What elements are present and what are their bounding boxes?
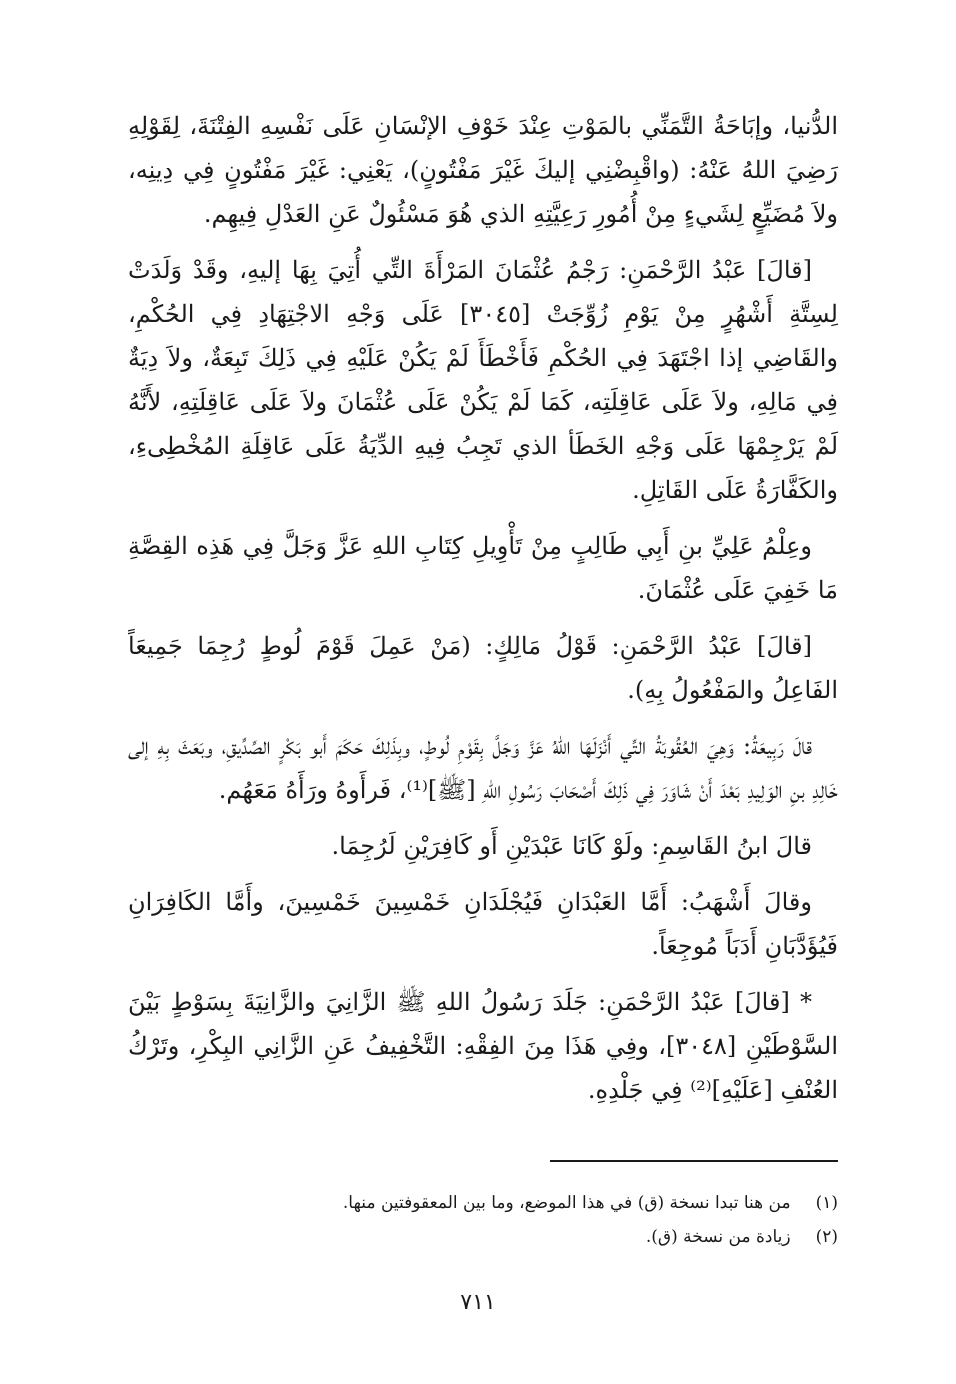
footnote-2	[128, 1220, 838, 1254]
footnote-text: زيادة من نسخة (ق).	[645, 1227, 791, 1247]
paragraph-7: وقالَ أَشْهَبُ: أَمَّا العَبْدَانِ فَيُجْلَدَانِ خَمْسِينَ خَمْسِينَ، وأَمَّا الكَافِرَانِ فَيُؤَدَّبَانِ أَدَبَاً مُوجِعَاً.	[128, 888, 838, 960]
page-number: ٧١١	[460, 1290, 496, 1315]
footnote-1	[128, 1186, 838, 1220]
footnotes	[128, 1186, 838, 1254]
footnote-divider	[550, 1160, 838, 1162]
paragraph-2: [قالَ] عَبْدُ الرَّحْمَنِ: رَجْمُ عُثْمَانَ المَرْأَةَ التِّي أُتِيَ بِهَا إليهِ، وقَدْ وَلَدَتْ لِسِتَّةِ أَشْهُرٍ مِنْ يَوْمِ زُوِّجَتْ [٣٠٤٥] عَلَى وَجْهِ الاجْتِهَادِ فِي الحُكْمِ، والقَاضِي إذا اجْتَهَدَ فِي الحُكْمِ فَأَخْطَأَ لَمْ يَكُنْ عَلَيْهِ فِي ذَلِكَ تَبِعَةٌ، ولاَ دِيَةٌ فِي مَالِهِ، ولاَ عَلَى عَاقِلَتِه، كَمَا لَمْ يَكُنْ عَلَى عُثْمَانَ ولاَ عَلَى عَاقِلَتِهِ، لأَنَّهُ لَمْ يَرْجِمْهَا عَلَى وَجْهِ الخَطَأ الذي تَجِبُ فِيهِ الدِّيَةُ عَلَى عَاقِلَةِ المُخْطِىءِ، والكَفَّارَةُ عَلَى القَاتِلِ.	[128, 256, 839, 504]
main-text	[128, 104, 838, 1124]
paragraph-6: قالَ ابنُ القَاسِمِ: ولَوْ كَانَا عَبْدَيْنِ أَو كَافِرَيْنِ لَرُجِمَا.	[331, 832, 812, 860]
paragraph-4: [قالَ] عَبْدُ الرَّحْمَنِ: قَوْلُ مَالِكٍ: (مَنْ عَمِلَ قَوْمَ لُوطٍ رُجِمَا جَمِيعَاً الفَاعِلُ والمَفْعُولُ بِهِ).	[128, 632, 838, 704]
footnote-text: من هنا تبدا نسخة (ق) في هذا الموضع، وما بين المعقوفتين منها.	[342, 1193, 791, 1213]
paragraph-1: الدُّنيا، وإبَاحَةُ التَّمَنِّي بالمَوْتِ عِنْدَ خَوْفِ الإنْسَانِ عَلَى نَفْسِهِ الفِتْنَةَ، لِقَوْلِهِ رَضِيَ اللهُ عَنْهُ: (واقْبِضْنِي إليكَ غَيْرَ مَفْتُونٍ)، يَعْنِي: غَيْرَ مَفْتُونٍ فِي دِينِه، ولاَ مُضَيِّعٍ لِشَيءٍ مِنْ أُمُورِ رَعِيَّتِهِ الذي هُوَ مَسْئُولٌ عَنِ العَدْلِ فِيهِم.	[128, 112, 838, 228]
paragraph-3: وعِلْمُ عَلِيِّ بنِ أَبِي طَالِبٍ مِنْ تَأْوِيلِ كِتَابِ اللهِ عَزَّ وَجَلَّ فِي هَذِه القِصَّةِ مَا خَفِيَ عَلَى عُثْمَانَ.	[128, 532, 838, 604]
footnote-number: (٢)	[815, 1227, 838, 1247]
paragraph-8: * [قالَ] عَبْدُ الرَّحْمَنِ: جَلَدَ رَسُولُ اللهِ ﷺ الزَّانِيَ والزَّانِيَةَ بِسَوْطٍ بَيْنَ السَّوْطَيْنِ [٣٠٤٨]، وفِي هَذَا مِنَ الفِقْهِ: التَّخْفِيفُ عَنِ الزَّانِي البِكْرِ، وتَرْكُ العُنْفِ [عَلَيْهِ]⁽²⁾ فِي جَلْدِهِ.	[128, 988, 838, 1104]
paragraph-5: قالَ رَبِيعَةُ: وَهِيَ العُقُوبَةُ التِّي أَنْزَلَهَا اللهُ عَزَّ وَجَلَّ بِقَوْمِ لُوطٍ، وبِذَلِكَ حَكَمَ أَبو بَكْرٍ الصِّدِّيقِ، وبَعَثَ بِهِ إلى خَالِدِ بنِ الوَلِيدِ بَعْدَ أَنْ شَاوَرَ فِي ذَلِكَ أَصْحَابَ رَسُولِ اللهِ [ﷺ]⁽¹⁾، فَرأَوهُ ورَأَهُ مَعَهُم.	[128, 732, 838, 804]
footnote-number: (١)	[815, 1193, 838, 1213]
